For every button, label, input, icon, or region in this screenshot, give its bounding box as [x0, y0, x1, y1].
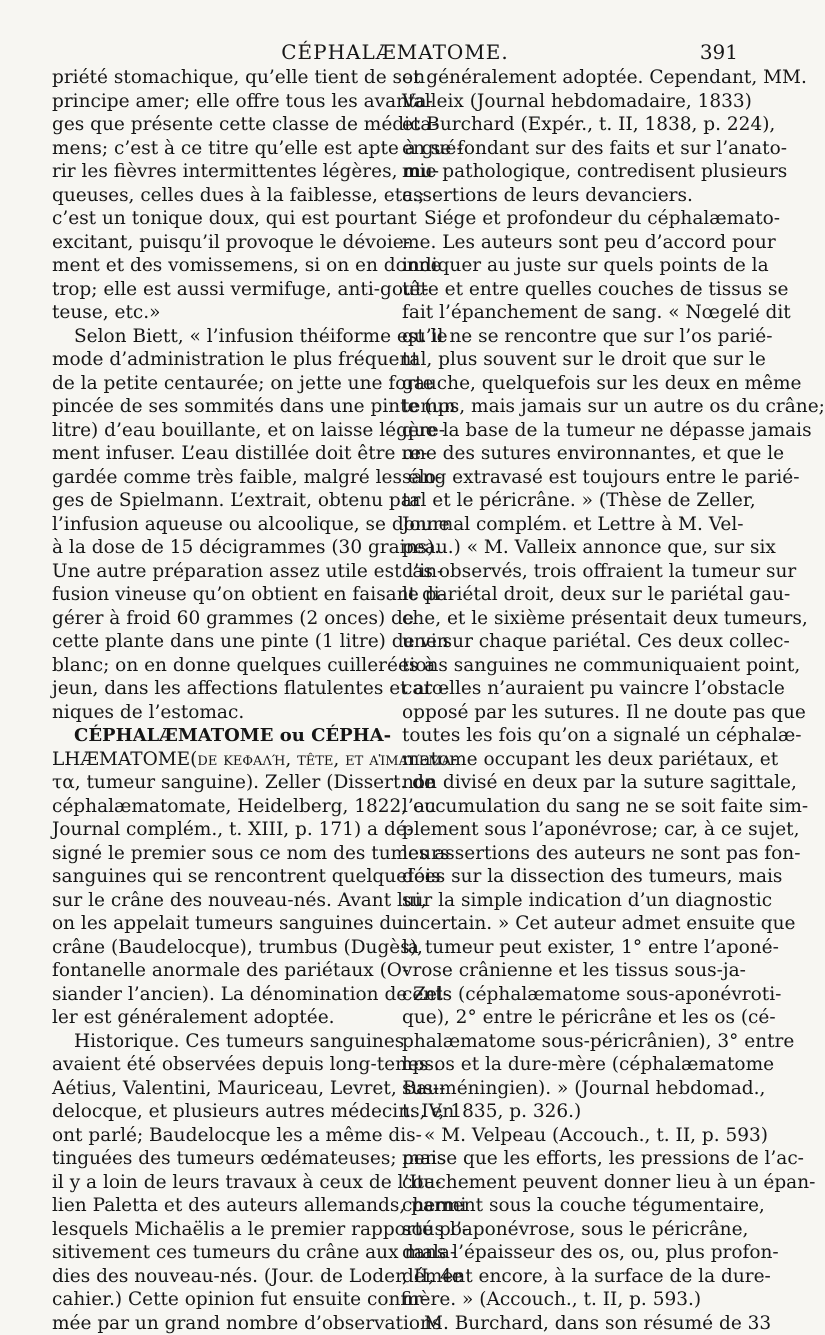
text-line: LHÆMATOME(de κεφαλή, tête, et αἱματέμα-: [52, 748, 386, 772]
text-line: niques de l’estomac.: [52, 701, 386, 725]
text-line: siander l’ancien). La dénomination de Zel-: [52, 983, 386, 1007]
text-line: mie pathologique, contredisent plusieurs: [402, 160, 738, 184]
text-line: toutes les fois qu’on a signalé un céphalæ-: [402, 724, 738, 748]
text-line: signé le premier sous ce nom des tumeurs: [52, 842, 386, 866]
text-line: che, et le sixième présentait deux tumeurs,: [402, 607, 738, 631]
text-line: ges que présente cette classe de médica-: [52, 113, 386, 137]
section-heading-historique: Historique. Ces tumeurs sanguines: [52, 1030, 386, 1054]
text-line: et Burchard (Expér., t. II, 1838, p. 224),: [402, 113, 738, 137]
text-line: céphalæmatomate, Heidelberg, 1822, ou: [52, 795, 386, 819]
text-line: principe amer; elle offre tous les avanta-: [52, 90, 386, 114]
text-line: pense que les efforts, les pressions de l’ac-: [402, 1147, 738, 1171]
text-line: crâne (Baudelocque), trumbus (Dugès),: [52, 936, 386, 960]
text-line: fusion vineuse qu’on obtient en faisant di-: [52, 583, 386, 607]
text-line: il y a loin de leurs travaux à ceux de l’Ita-: [52, 1171, 386, 1195]
text-line: t. IV, 1835, p. 326.): [402, 1100, 738, 1124]
text-line: mère. » (Accouch., t. II, p. 593.): [402, 1288, 738, 1312]
text-line: sus-méningien). » (Journal hebdomad.,: [402, 1077, 738, 1101]
text-line: Selon Biett, « l’infusion théiforme est le: [52, 325, 386, 349]
text-line: priété stomachique, qu’elle tient de son: [52, 66, 386, 90]
text-line: me. Les auteurs sont peu d’accord pour: [402, 231, 738, 255]
text-line: temps, mais jamais sur un autre os du crâne;: [402, 395, 738, 419]
text-line: incertain. » Cet auteur admet ensuite que: [402, 912, 738, 936]
text-line: l’infusion aqueuse ou alcoolique, se donne: [52, 513, 386, 537]
text-line: dans l’épaisseur des os, ou, plus profon-: [402, 1241, 738, 1265]
text-line: dément encore, à la surface de la dure-: [402, 1265, 738, 1289]
text-line: les os et la dure-mère (céphalæmatome: [402, 1053, 738, 1077]
text-line: lien Paletta et des auteurs allemands, parmi: [52, 1194, 386, 1218]
text-line: opposé par les sutures. Il ne doute pas que: [402, 701, 738, 725]
text-line: indiquer au juste sur quels points de la: [402, 254, 738, 278]
text-line: ment infuser. L’eau distillée doit être re-: [52, 442, 386, 466]
text-line: Valleix (Journal hebdomadaire, 1833): [402, 90, 738, 114]
text-line: cents (céphalæmatome sous-aponévroti-: [402, 983, 738, 1007]
text-line: rir les fièvres intermittentes légères, mu-: [52, 160, 386, 184]
text-line: Aétius, Valentini, Mauriceau, Levret, Bau-: [52, 1077, 386, 1101]
section-heading-siege: Siége et profondeur du céphalæmato-: [402, 207, 738, 231]
text-line: c’est un tonique doux, qui est pourtant: [52, 207, 386, 231]
text-line: sitivement ces tumeurs du crâne aux mala-: [52, 1241, 386, 1265]
text-line: une des sutures environnantes, et que le: [402, 442, 738, 466]
text-line: et généralement adoptée. Cependant, MM.: [402, 66, 738, 90]
text-line: tête et entre quelles couches de tissus se: [402, 278, 738, 302]
text-line: de la petite centaurée; on jette une forte: [52, 372, 386, 396]
text-line: que), 2° entre le péricrâne et les os (cé-: [402, 1006, 738, 1030]
text-line: jeun, dans les affections flatulentes et ato-: [52, 677, 386, 701]
text-line: teuse, etc.»: [52, 301, 386, 325]
running-title: CÉPHALÆMATOME.: [52, 40, 738, 64]
text-line: tinguées des tumeurs œdémateuses; mais: [52, 1147, 386, 1171]
text-line: gardée comme très faible, malgré les élo-: [52, 466, 386, 490]
text-line: lesquels Michaëlis a le premier rapporté po-: [52, 1218, 386, 1242]
left-column: [52, 66, 386, 1335]
text-line: ler est généralement adoptée.: [52, 1006, 386, 1030]
text-line: mée par un grand nombre d’observations: [52, 1312, 386, 1335]
text-line: ont parlé; Baudelocque les a même dis-: [52, 1124, 386, 1148]
text-line: non divisé en deux par la suture sagittale,: [402, 771, 738, 795]
text-line: peau.) « M. Valleix annonce que, sur six: [402, 536, 738, 560]
text-line: le pariétal droit, deux sur le pariétal gau-: [402, 583, 738, 607]
text-line: litre) d’eau bouillante, et on laisse légère-: [52, 419, 386, 443]
text-line: fait l’épanchement de sang. « Nœgelé dit: [402, 301, 738, 325]
text-line: matome occupant les deux pariétaux, et: [402, 748, 738, 772]
text-line: queuses, celles dues à la faiblesse, etc.;: [52, 184, 386, 208]
text-line: on les appelait tumeurs sanguines du: [52, 912, 386, 936]
text-line: sur la simple indication d’un diagnostic: [402, 889, 738, 913]
text-line: chement sous la couche tégumentaire,: [402, 1194, 738, 1218]
text-line: gérer à froid 60 grammes (2 onces) de: [52, 607, 386, 631]
text-line: à la dose de 15 décigrammes (30 grains).: [52, 536, 386, 560]
text-line: dies des nouveau-nés. (Jour. de Loder, II, 4e: [52, 1265, 386, 1289]
right-column: [402, 66, 738, 1335]
text-line: une sur chaque pariétal. Ces deux collec-: [402, 630, 738, 654]
text-line: couchement peuvent donner lieu à un épan-: [402, 1171, 738, 1195]
text-line: Journal complém., t. XIII, p. 171) a dé-: [52, 818, 386, 842]
text-line: delocque, et plusieurs autres médecins, en: [52, 1100, 386, 1124]
text-line: sur le crâne des nouveau-nés. Avant lui,: [52, 889, 386, 913]
text-line: dées sur la dissection des tumeurs, mais: [402, 865, 738, 889]
text-line: car elles n’auraient pu vaincre l’obstacle: [402, 677, 738, 701]
text-line: la tumeur peut exister, 1° entre l’aponé-: [402, 936, 738, 960]
text-line: avaient été observées depuis long-temps.: [52, 1053, 386, 1077]
text-line: trop; elle est aussi vermifuge, anti-gout-: [52, 278, 386, 302]
text-line: vrose crânienne et les tissus sous-ja-: [402, 959, 738, 983]
text-line: tions sanguines ne communiquaient point,: [402, 654, 738, 678]
text-line: que la base de la tumeur ne dépasse jamais: [402, 419, 738, 443]
text-line: sous l’aponévrose, sous le péricrâne,: [402, 1218, 738, 1242]
running-head: [52, 40, 738, 68]
text-line: gauche, quelquefois sur les deux en même: [402, 372, 738, 396]
article-heading: CÉPHALÆMATOME ou CÉPHA-: [52, 724, 386, 748]
text-line: Une autre préparation assez utile est l’in-: [52, 560, 386, 584]
text-line: assertions de leurs devanciers.: [402, 184, 738, 208]
text-line: les assertions des auteurs ne sont pas fon-: [402, 842, 738, 866]
text-line: sanguines qui se rencontrent quelquefois: [52, 865, 386, 889]
text-line: « M. Velpeau (Accouch., t. II, p. 593): [402, 1124, 738, 1148]
text-line: M. Burchard, dans son résumé de 33: [402, 1312, 738, 1335]
text-line: tal, plus souvent sur le droit que sur le: [402, 348, 738, 372]
text-line: Journal complém. et Lettre à M. Vel-: [402, 513, 738, 537]
text-line: phalæmatome sous-péricrânien), 3° entre: [402, 1030, 738, 1054]
text-line: cette plante dans une pinte (1 litre) de vin: [52, 630, 386, 654]
text-line: ment et des vomissemens, si on en donne: [52, 254, 386, 278]
text-line: excitant, puisqu’il provoque le dévoie-: [52, 231, 386, 255]
text-line: τα, tumeur sanguine). Zeller (Dissert. de: [52, 771, 386, 795]
text-line: l’accumulation du sang ne se soit faite sim-: [402, 795, 738, 819]
text-line: plement sous l’aponévrose; car, à ce sujet,: [402, 818, 738, 842]
text-line: tal et le péricrâne. » (Thèse de Zeller,: [402, 489, 738, 513]
text-line: blanc; on en donne quelques cuillerées à: [52, 654, 386, 678]
text-line: pincée de ses sommités dans une pinte (un: [52, 395, 386, 419]
text-line: en se fondant sur des faits et sur l’anato-: [402, 137, 738, 161]
text-line: cas observés, trois offraient la tumeur sur: [402, 560, 738, 584]
text-line: qu’il ne se rencontre que sur l’os parié-: [402, 325, 738, 349]
text-line: sang extravasé est toujours entre le parié-: [402, 466, 738, 490]
text-line: fontanelle anormale des pariétaux (O-: [52, 959, 386, 983]
text-line: ges de Spielmann. L’extrait, obtenu par: [52, 489, 386, 513]
text-line: mens; c’est à ce titre qu’elle est apte à gué-: [52, 137, 386, 161]
text-line: cahier.) Cette opinion fut ensuite confir-: [52, 1288, 386, 1312]
text-line: mode d’administration le plus fréquent: [52, 348, 386, 372]
page-number: 391: [700, 40, 738, 64]
